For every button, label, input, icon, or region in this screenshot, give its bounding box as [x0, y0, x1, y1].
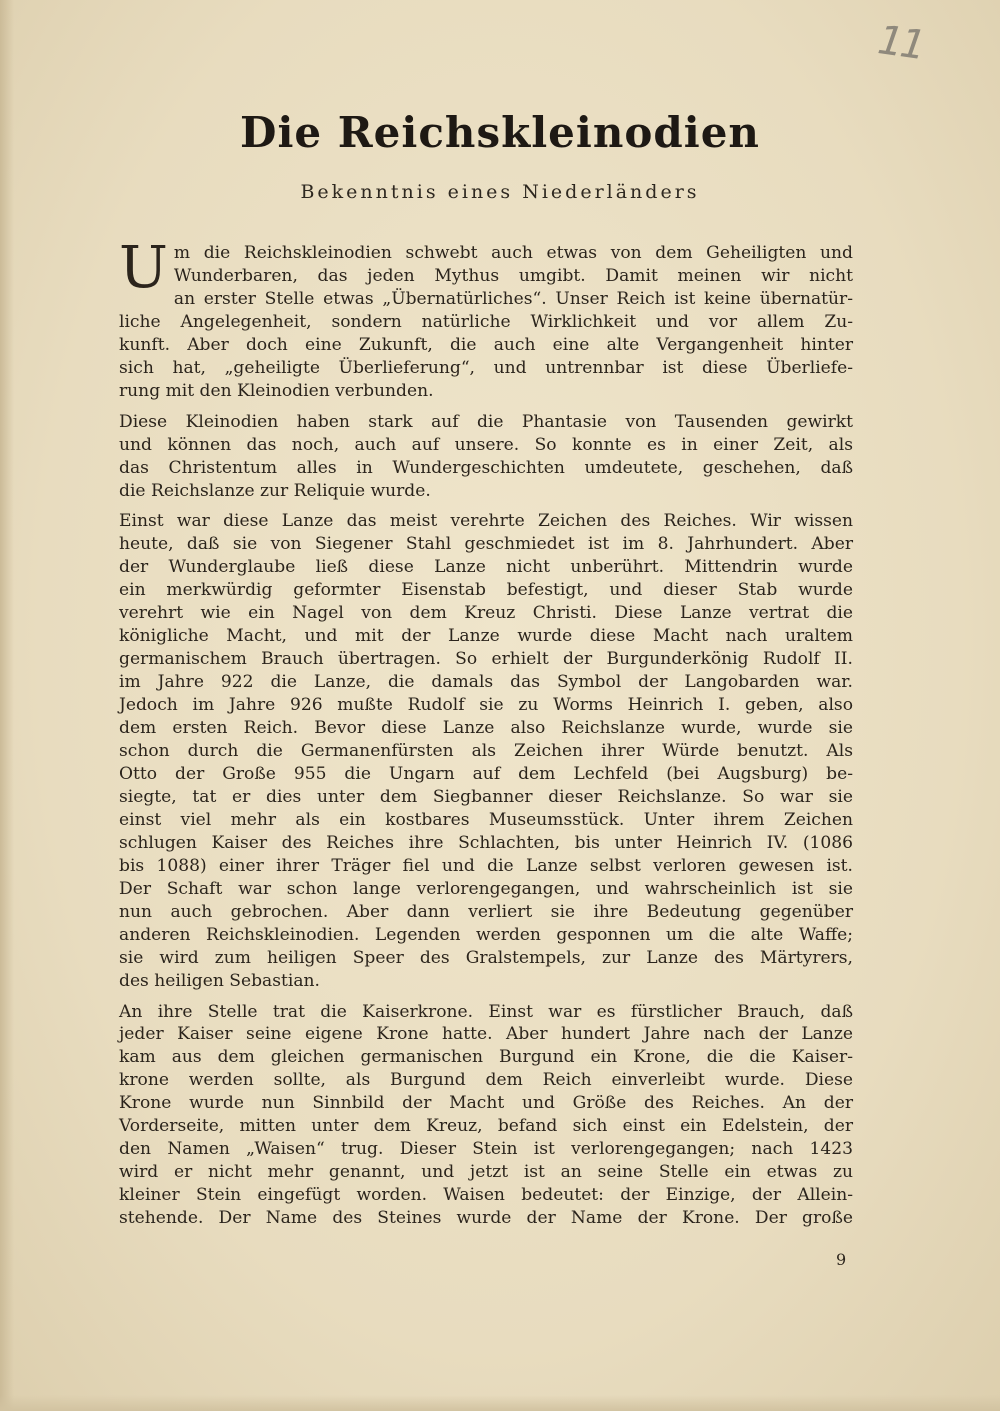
paragraph-4	[119, 1001, 853, 1231]
text-line: rung mit den Kleinodien verbunden.	[119, 380, 434, 401]
paragraph-2	[119, 411, 853, 503]
text-line: nun auch gebrochen. Aber dann verliert sie ihre Bedeutung gegenüber	[119, 901, 853, 922]
page-number: 9	[836, 1250, 847, 1269]
text-line: einst viel mehr als ein kostbares Museumsstück. Unter ihrem Zeichen	[119, 809, 853, 830]
text-line: anderen Reichskleinodien. Legenden werden gesponnen um die alte Waffe;	[119, 924, 853, 945]
text-line: im Jahre 922 die Lanze, die damals das Symbol der Langobarden war.	[119, 672, 853, 693]
text-line: stehende. Der Name des Steines wurde der Name der Krone. Der große	[119, 1208, 853, 1229]
paragraph-1	[119, 233, 853, 403]
page-title: Die Reichskleinodien	[240, 108, 760, 157]
text-line: die Reichslanze zur Reliquie wurde.	[119, 480, 431, 501]
binding-shadow	[0, 0, 14, 1411]
text-line: dem ersten Reich. Bevor diese Lanze also Reichslanze wurde, wurde sie	[119, 718, 853, 739]
text-line: des heiligen Sebastian.	[119, 970, 320, 991]
text-line: liche Angelegenheit, sondern natürliche Wirklichkeit und vor allem Zu-	[119, 311, 853, 332]
text-line: sie wird zum heiligen Speer des Gralstempels, zur Lanze des Märtyrers,	[119, 947, 853, 968]
page-edge-shadow	[0, 1395, 1000, 1411]
text-line: siegte, tat er dies unter dem Siegbanner dieser Reichslanze. So war sie	[119, 786, 853, 807]
text-line: Einst war diese Lanze das meist verehrte Zeichen des Reiches. Wir wissen	[119, 511, 853, 532]
text-line: verehrt wie ein Nagel von dem Kreuz Christi. Diese Lanze vertrat die	[119, 603, 853, 624]
page-subtitle: Bekenntnis eines Niederländers	[300, 181, 700, 203]
drop-cap: U	[119, 233, 168, 301]
text-line: Diese Kleinodien haben stark auf die Phantasie von Tausenden gewirkt	[119, 411, 853, 432]
text-line: kam aus dem gleichen germanischen Burgund ein Krone, die die Kaiser-	[119, 1047, 853, 1068]
text-line: Krone wurde nun Sinnbild der Macht und Größe des Reiches. An der	[119, 1093, 853, 1114]
text-line: das Christentum alles in Wundergeschichten umdeutete, geschehen, daß	[119, 457, 853, 478]
article-body	[119, 233, 853, 1238]
text-line: der Wunderglaube ließ diese Lanze nicht unberührt. Mittendrin wurde	[119, 557, 853, 578]
text-line: schon durch die Germanenfürsten als Zeichen ihrer Würde benutzt. Als	[119, 741, 853, 762]
text-line: den Namen „Waisen“ trug. Dieser Stein ist verlorengegangen; nach 1423	[119, 1139, 853, 1160]
text-line: bis 1088) einer ihrer Träger fiel und die Lanze selbst verloren gewesen ist.	[119, 855, 853, 876]
text-line: Der Schaft war schon lange verlorengegangen, und wahrscheinlich ist sie	[119, 878, 853, 899]
text-line: krone werden sollte, als Burgund dem Reich einverleibt wurde. Diese	[119, 1070, 853, 1091]
paragraph-3	[119, 510, 853, 992]
text-line: Otto der Große 955 die Ungarn auf dem Lechfeld (bei Augsburg) be-	[119, 763, 853, 784]
text-line: Jedoch im Jahre 926 mußte Rudolf sie zu Worms Heinrich I. geben, also	[119, 695, 853, 716]
text-line: jeder Kaiser seine eigene Krone hatte. Aber hundert Jahre nach der Lanze	[119, 1024, 853, 1045]
text-line: an erster Stelle etwas „Übernatürliches“. Unser Reich ist keine übernatür-	[173, 288, 853, 309]
text-line: königliche Macht, und mit der Lanze wurde diese Macht nach uraltem	[119, 626, 853, 647]
text-line: Wunderbaren, das jeden Mythus umgibt. Damit meinen wir nicht	[173, 265, 853, 286]
text-line: kleiner Stein eingefügt worden. Waisen bedeutet: der Einzige, der Allein-	[119, 1185, 853, 1206]
text-line: heute, daß sie von Siegener Stahl geschmiedet ist im 8. Jahrhundert. Aber	[119, 534, 853, 555]
text-line: wird er nicht mehr genannt, und jetzt ist an seine Stelle ein etwas zu	[119, 1162, 853, 1183]
text-line: Vorderseite, mitten unter dem Kreuz, befand sich einst ein Edelstein, der	[119, 1116, 853, 1137]
text-line: und können das noch, auch auf unsere. So konnte es in einer Zeit, als	[119, 434, 853, 455]
text-line: sich hat, „geheiligte Überlieferung“, und untrennbar ist diese Überliefe-	[119, 357, 853, 378]
text-line: m die Reichskleinodien schwebt auch etwas von dem Geheiligten und	[173, 243, 853, 263]
text-line: An ihre Stelle trat die Kaiserkrone. Einst war es fürstlicher Brauch, daß	[119, 1001, 853, 1022]
text-line: ein merkwürdig geformter Eisenstab befestigt, und dieser Stab wurde	[119, 580, 853, 601]
text-line: kunft. Aber doch eine Zukunft, die auch eine alte Vergangenheit hinter	[119, 334, 853, 355]
handwritten-page-mark: 11	[875, 17, 926, 69]
text-line: schlugen Kaiser des Reiches ihre Schlachten, bis unter Heinrich IV. (1086	[119, 832, 853, 853]
text-line: germanischem Brauch übertragen. So erhielt der Burgunderkönig Rudolf II.	[119, 649, 853, 670]
